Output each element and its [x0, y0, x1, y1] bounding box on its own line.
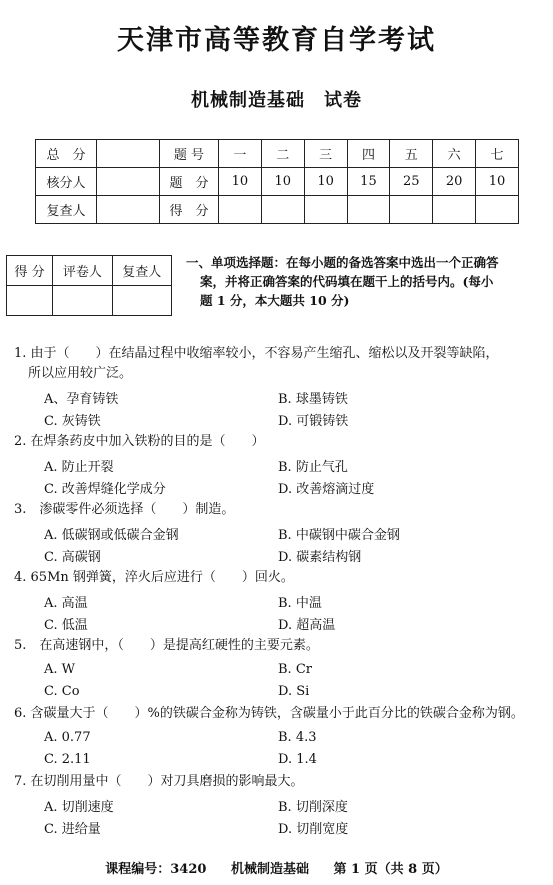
- exam-subtitle: 机械制造基础 试卷: [191, 90, 362, 111]
- cell-score-label: 得 分: [160, 196, 219, 224]
- grader-reviewer-cell: [112, 286, 171, 316]
- option-c: C. 进给量: [44, 821, 101, 837]
- question-item: [14, 500, 544, 566]
- option-b: B. 中碳钢中碳合金钢: [278, 527, 400, 543]
- cell-points-6: 20: [433, 168, 476, 196]
- option-a: A. 高温: [44, 595, 88, 611]
- option-b: B. 切削深度: [278, 799, 348, 815]
- cell-total-label: 总 分: [36, 140, 97, 168]
- option-c: C. 灰铸铁: [44, 413, 101, 429]
- question-item: [14, 704, 544, 770]
- cell-qnum-5: 五: [390, 140, 433, 168]
- option-row: [14, 680, 544, 702]
- option-a: A、孕育铸铁: [44, 391, 119, 407]
- question-item: [14, 344, 544, 430]
- option-a: A. 切削速度: [44, 799, 114, 815]
- option-row: [14, 748, 544, 770]
- grader-score-cell: [7, 286, 53, 316]
- cell-qnum-7: 七: [476, 140, 519, 168]
- question-item: [14, 568, 544, 634]
- option-b: B. 4.3: [278, 729, 317, 745]
- cell-score-1: [219, 196, 262, 224]
- cell-score-7: [476, 196, 519, 224]
- score-table-row-3: [36, 196, 519, 224]
- option-d: D. 可锻铸铁: [278, 413, 349, 429]
- option-a: A. W: [44, 661, 76, 677]
- option-row: [14, 386, 544, 408]
- cell-score-4: [347, 196, 390, 224]
- option-d: D. 碳素结构钢: [278, 549, 362, 565]
- instructions-line: 题 1 分，本大题共 10 分): [200, 293, 350, 308]
- option-row: [14, 476, 544, 498]
- section-instructions: [186, 253, 544, 310]
- cell-total-value: [97, 140, 160, 168]
- grader-marker-header: 评卷人: [53, 256, 112, 286]
- score-table: [35, 139, 519, 224]
- cell-checker-value: [97, 168, 160, 196]
- grader-score-header: 得 分: [7, 256, 53, 286]
- option-row: [14, 454, 544, 476]
- cell-score-3: [304, 196, 347, 224]
- score-table-row-2: [36, 168, 519, 196]
- option-c: C. Co: [44, 683, 80, 699]
- grader-value-row: [7, 286, 172, 316]
- option-b: B. 中温: [278, 595, 322, 611]
- score-table-row-1: [36, 140, 519, 168]
- page-footer: [0, 858, 553, 877]
- option-d: D. 1.4: [278, 751, 317, 767]
- question-stem: 7. 在切削用量中（ ）对刀具磨损的影响最大。: [14, 774, 304, 789]
- grader-reviewer-header: 复查人: [112, 256, 171, 286]
- cell-checker-label: 核分人: [36, 168, 97, 196]
- option-b: B. Cr: [278, 661, 312, 677]
- cell-points-label: 题 分: [160, 168, 219, 196]
- option-row: [14, 726, 544, 748]
- option-c: C. 改善焊缝化学成分: [44, 481, 166, 497]
- question-stem: 3. 渗碳零件必须选择（ ）制造。: [14, 502, 235, 517]
- cell-qnum-4: 四: [347, 140, 390, 168]
- option-d: D. 超高温: [278, 617, 336, 633]
- cell-qnum-label: 题 号: [160, 140, 219, 168]
- cell-score-2: [261, 196, 304, 224]
- option-row: [14, 408, 544, 430]
- grader-header-row: [7, 256, 172, 286]
- question-stem: 6. 含碳量大于（ ）%的铁碳合金称为铸铁，含碳量小于此百分比的铁碳合金称为钢。: [14, 706, 524, 721]
- question-item: [14, 636, 544, 702]
- question-item: [14, 772, 544, 838]
- option-d: D. 切削宽度: [278, 821, 349, 837]
- course-code: 课程编号：3420: [105, 862, 207, 877]
- option-d: D. 改善熔滴过度: [278, 481, 375, 497]
- instructions-line: 案，并将正确答案的代码填在题干上的括号内。(每小: [200, 274, 494, 289]
- option-c: C. 高碳钢: [44, 549, 101, 565]
- option-row: [14, 658, 544, 680]
- option-row: [14, 612, 544, 634]
- grader-marker-cell: [53, 286, 112, 316]
- option-row: [14, 544, 544, 566]
- cell-qnum-3: 三: [304, 140, 347, 168]
- question-stem: 5. 在高速钢中，（ ）是提高红硬性的主要元素。: [14, 638, 319, 653]
- cell-qnum-6: 六: [433, 140, 476, 168]
- grader-table: [6, 255, 172, 316]
- cell-points-7: 10: [476, 168, 519, 196]
- cell-points-2: 10: [261, 168, 304, 196]
- cell-points-5: 25: [390, 168, 433, 196]
- option-c: C. 2.11: [44, 751, 91, 767]
- cell-points-4: 15: [347, 168, 390, 196]
- cell-points-1: 10: [219, 168, 262, 196]
- instructions-line: 一、单项选择题：在每小题的备选答案中选出一个正确答: [186, 255, 499, 270]
- cell-score-6: [433, 196, 476, 224]
- cell-points-3: 10: [304, 168, 347, 196]
- option-d: D. Si: [278, 683, 310, 699]
- question-list: [14, 344, 544, 838]
- option-a: A. 低碳钢或低碳合金钢: [44, 527, 179, 543]
- option-a: A. 0.77: [44, 729, 91, 745]
- option-row: [14, 816, 544, 838]
- option-b: B. 球墨铸铁: [278, 391, 348, 407]
- cell-reviewer-label: 复查人: [36, 196, 97, 224]
- cell-qnum-1: 一: [219, 140, 262, 168]
- question-stem: 2. 在焊条药皮中加入铁粉的目的是（ ）: [14, 434, 265, 449]
- question-stem: 4. 65Mn 钢弹簧，淬火后应进行（ ）回火。: [14, 570, 294, 585]
- cell-reviewer-value: [97, 196, 160, 224]
- option-c: C. 低温: [44, 617, 88, 633]
- cell-qnum-2: 二: [261, 140, 304, 168]
- question-item: [14, 432, 544, 498]
- option-a: A. 防止开裂: [44, 459, 114, 475]
- option-row: [14, 590, 544, 612]
- option-row: [14, 794, 544, 816]
- page-number: 第 1 页（共 8 页）: [333, 862, 448, 877]
- exam-title: 天津市高等教育自学考试: [117, 25, 436, 56]
- cell-score-5: [390, 196, 433, 224]
- option-row: [14, 522, 544, 544]
- question-stem: 1. 由于（ ）在结晶过程中收缩率较小，不容易产生缩孔、缩松以及开裂等缺陷， 所以应用较广泛。: [14, 346, 499, 381]
- option-b: B. 防止气孔: [278, 459, 348, 475]
- course-name: 机械制造基础: [230, 862, 309, 877]
